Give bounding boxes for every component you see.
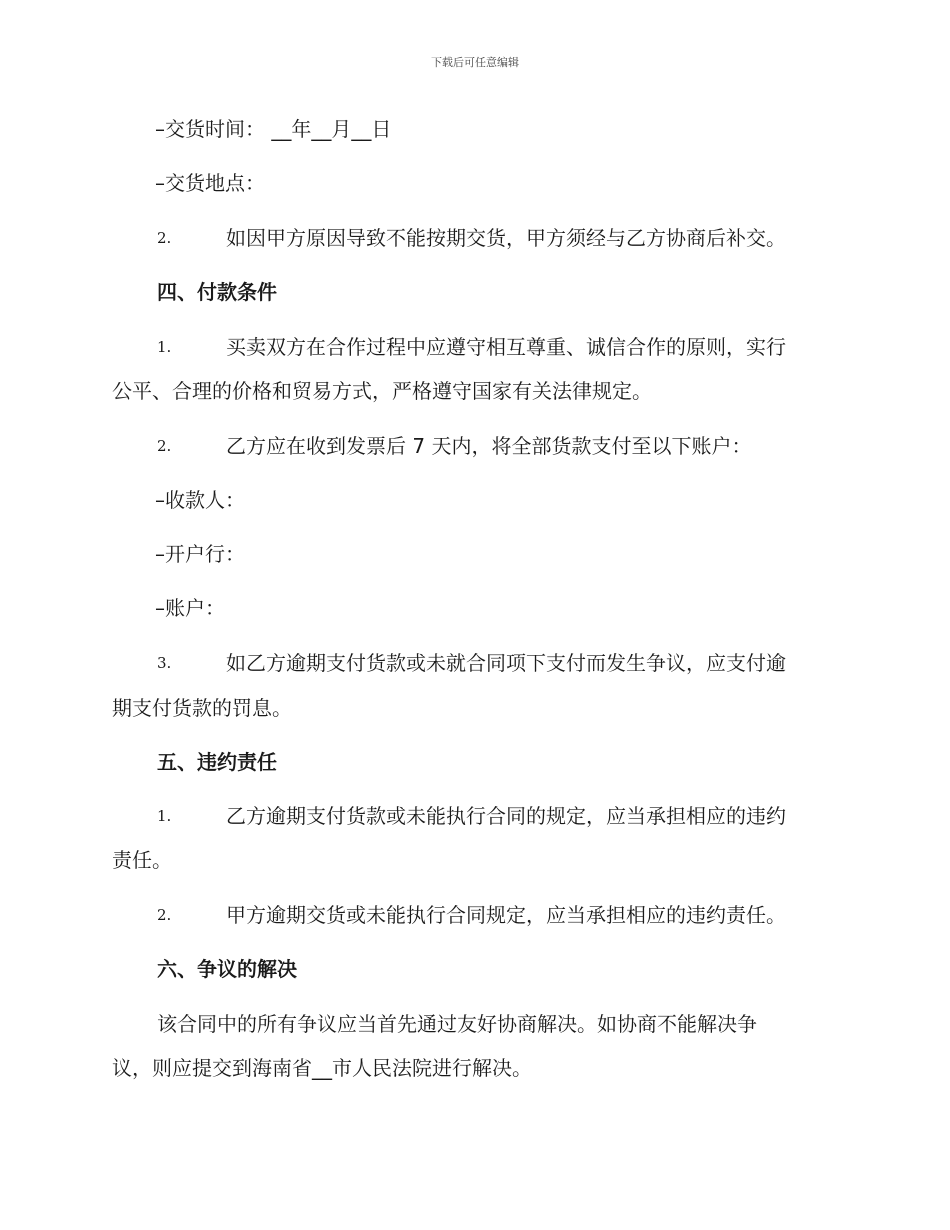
payment-item1-text: 买卖双方在合作过程中应遵守相互尊重、诚信合作的原则，实行 [226,335,786,359]
payment-item2-text: 乙方应在收到发票后 7 天内，将全部货款支付至以下账户： [226,434,752,458]
payment-item2-number: 2. [157,437,172,455]
payment-item3-continuation: 期支付货款的罚息。 [112,696,292,720]
payee-line: –收款人： [155,488,245,512]
delivery-item2-number: 2. [157,229,172,247]
liability-item2-text: 甲方逾期交货或未能执行合同规定，应当承担相应的违约责任。 [226,903,786,927]
page-header-note: 下载后可任意编辑 [431,56,519,69]
liability-item1-text: 乙方逾期支付货款或未能执行合同的规定，应当承担相应的违约 [226,804,786,828]
liability-item1-continuation: 责任。 [112,848,172,872]
section-heading-payment: 四、付款条件 [157,280,277,304]
payment-item1-continuation: 公平、合理的价格和贸易方式，严格遵守国家有关法律规定。 [112,379,652,403]
dispute-paragraph-line1: 该合同中的所有争议应当首先通过友好协商解决。如协商不能解决争 [157,1012,757,1036]
account-line: –账户： [155,596,225,620]
section-heading-liability: 五、违约责任 [157,750,277,774]
delivery-item2-text: 如因甲方原因导致不能按期交货，甲方须经与乙方协商后补交。 [226,226,786,250]
bank-line: –开户行： [155,542,245,566]
dispute-paragraph-line2: 议，则应提交到海南省__市人民法院进行解决。 [112,1056,532,1080]
payment-item1-number: 1. [157,338,172,356]
liability-item1-number: 1. [157,807,172,825]
liability-item2-number: 2. [157,906,172,924]
payment-item3-text: 如乙方逾期支付货款或未就合同项下支付而发生争议，应支付逾 [226,651,786,675]
payment-item3-number: 3. [157,654,172,672]
delivery-time-line: –交货时间： __年__月__日 [155,117,392,141]
section-heading-dispute: 六、争议的解决 [157,957,297,981]
delivery-place-line: –交货地点： [155,171,265,195]
